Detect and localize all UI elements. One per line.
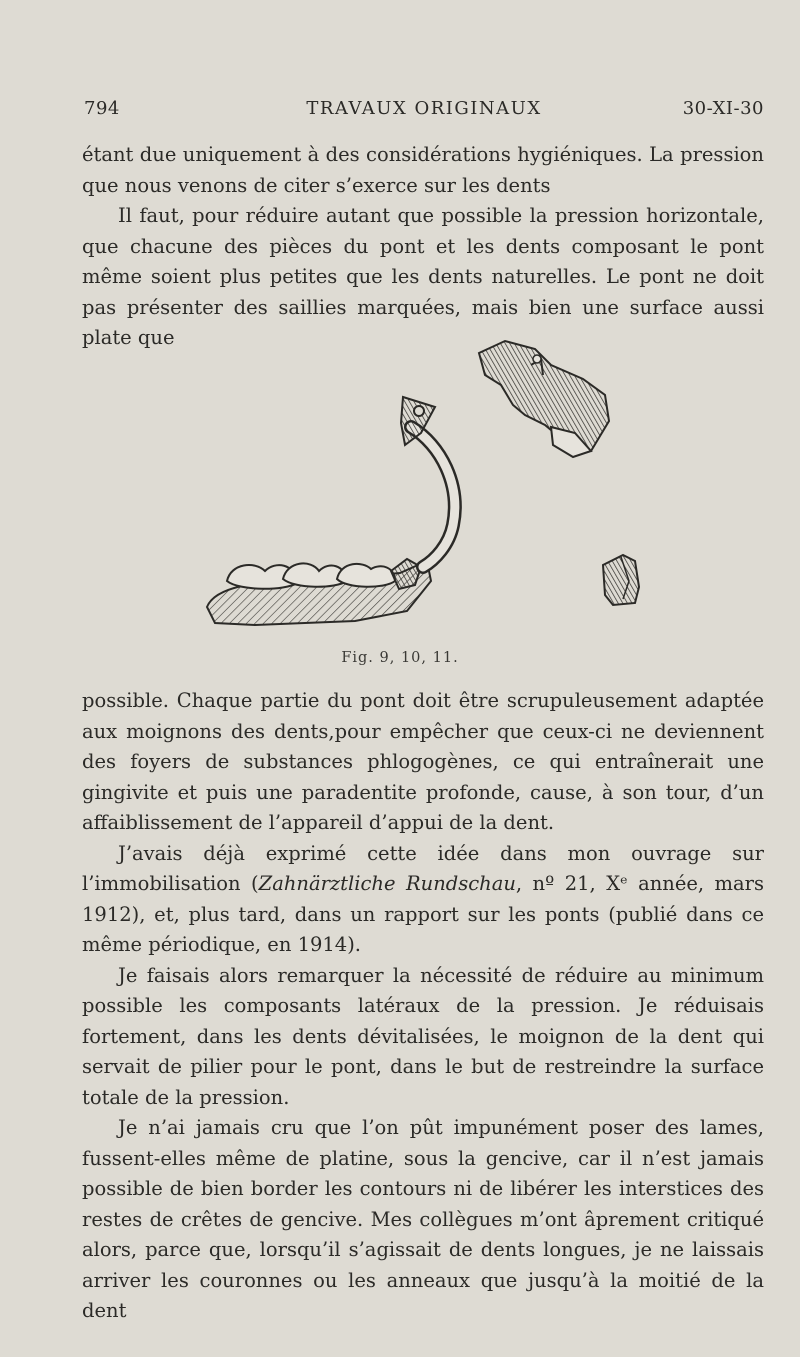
running-title: TRAVAUX ORIGINAUX (306, 98, 542, 119)
paragraph-text: J’avais déjà exprimé cette idée dans mon ouvrage sur l’immobilisation ( (82, 841, 764, 895)
paragraph: Je faisais alors remarquer la nécessité de réduire au minimum possible les composants latéraux de la pression. Je réduisais fortement, dans les dents dévitalisées, le moignon de la dent qui servait de pilier pour le pont, dans le but de restreindre la surface totale de la pression. (82, 963, 764, 1109)
paragraph (82, 839, 764, 961)
dental-bridge-figure (195, 335, 665, 635)
paragraph: Il faut, pour réduire autant que possible la pression horizontale, que chacune des pièces du pont et les dents composant le pont même soient plus petites que les dents naturelles. Le pont ne doit pas présenter des saillies marquées, mais bien une surface aussi plate que (82, 204, 764, 349)
paragraph: possible. Chaque partie du pont doit être scrupuleusement adaptée aux moignons des dents,pour empêcher que ceux-ci ne deviennent des foyers de substances phlogogènes, ce qui entraînerait une gingivite et puis une paradentite profonde, cause, à son tour, d’un affaiblissement de l’appareil d’appui de la dent. (82, 689, 764, 834)
paragraph-text: , nº 21, Xᵉ année, mars 1912), et, plus tard, dans un rapport sur les ponts (publié dans ce même périodique, en 1914). (82, 872, 764, 956)
issue-date: 30-XI-30 (682, 98, 764, 119)
bridge-section-drawing (479, 341, 609, 457)
paragraph: étant due uniquement à des considérations hygiéniques. La pression que nous venons de citer s’exerce sur les dents (82, 143, 764, 197)
bridge-with-bar-drawing (207, 397, 455, 625)
journal-title: Zahnärztliche Rundschau (258, 872, 516, 895)
running-header (84, 98, 764, 126)
paragraph: Je n’ai jamais cru que l’on pût impunément poser des lames, fussent-elles même de platine, sous la gencive, car il n’est jamais possible de bien border les contours ni de libérer les interstices des restes de crêtes de gencive. Mes collègues m’ont âprement critiqué alors, parce que, lorsqu’il s’agissait de dents longues, je ne laissais arriver les couronnes ou les anneaux que jusqu’à la moitié de la dent (82, 1116, 764, 1322)
figure-caption: Fig. 9, 10, 11. (341, 650, 459, 666)
text-block-top (82, 140, 764, 354)
text-block-bottom (82, 686, 764, 1327)
tooth-stump-drawing (603, 555, 639, 605)
page-number: 794 (84, 98, 120, 119)
